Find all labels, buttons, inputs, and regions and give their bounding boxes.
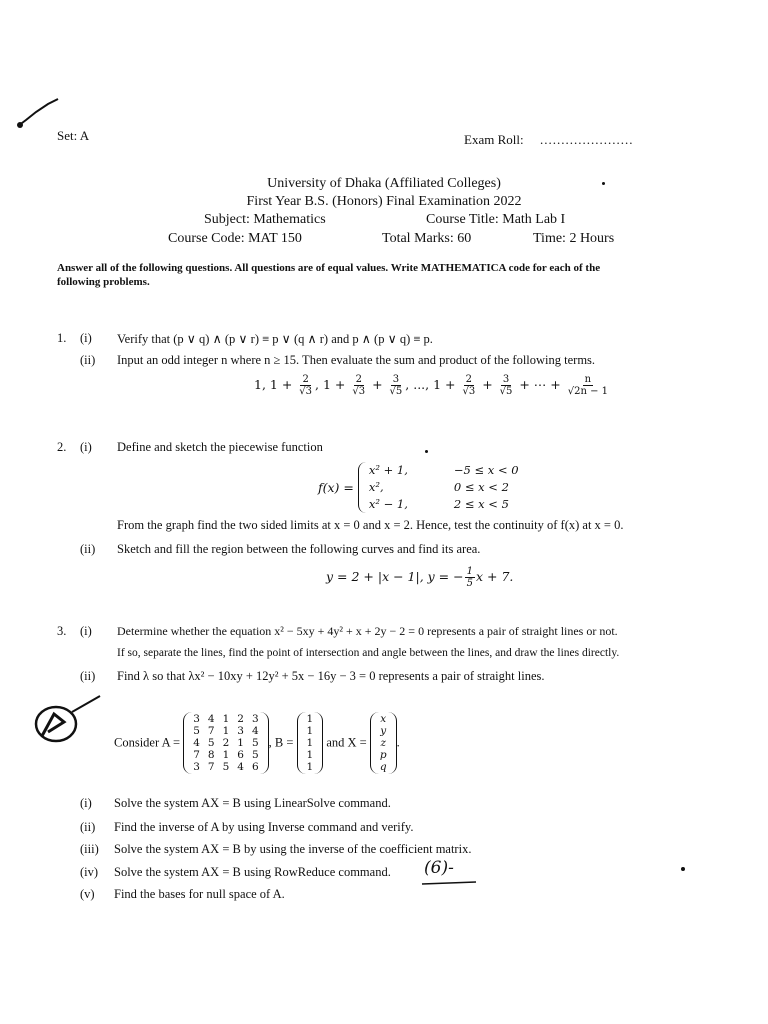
matrix-b-cell: 1 xyxy=(306,737,314,749)
matrix-a-cell: 5 xyxy=(251,749,259,761)
frac-1-over-5: $\frac{1}{5}$ xyxy=(466,566,473,589)
q4-item-label: (iii) xyxy=(80,842,99,856)
q1-part1-text: Verify that (p ∨ q) ∧ (p ∨ r) ≡ p ∨ (q ∧ r) and p ∧ (p ∨ q) ≡ p. xyxy=(117,332,433,346)
matrix-x-cell: y xyxy=(380,725,387,737)
matrix-a-row xyxy=(189,737,262,749)
dot-mark xyxy=(602,182,605,185)
matrix-x-row xyxy=(376,737,391,749)
q4-matrices: Consider A = 3 4 1 2 3 5 7 1 3 4 4 5 2 1 5 7 8 1 6 5 3 7 5 4 6 , B = 1 1 1 1 1 and X = x y z p q . xyxy=(114,713,400,773)
matrix-a-cell: 5 xyxy=(193,725,200,737)
set-label: Set: A xyxy=(57,128,90,143)
piecewise-cases xyxy=(358,462,525,513)
q2-part1-label: (i) xyxy=(80,440,92,454)
time-allowed: Time: 2 Hours xyxy=(533,231,615,246)
q4-item-label: (v) xyxy=(80,887,95,901)
matrix-a-cell: 1 xyxy=(222,725,230,737)
series-dots: , ..., 1 + xyxy=(405,377,456,392)
q1-number: 1. xyxy=(57,331,67,345)
matrix-a-cell: 1 xyxy=(222,713,230,725)
matrix-a-cell: 6 xyxy=(237,749,244,761)
series-mid: 1 + xyxy=(323,377,346,392)
matrix-a-cell: 6 xyxy=(251,761,259,773)
exam-roll-field: ...................... xyxy=(540,132,634,147)
matrix-a-cell: 5 xyxy=(222,761,230,773)
q3-part1-label: (i) xyxy=(80,624,92,638)
matrix-b-row xyxy=(303,737,318,749)
q2-curves: y = 2 + |x − 1|, y = − $\frac{1}{5}$ x + 7. xyxy=(326,566,514,589)
matrix-a-cell: 4 xyxy=(237,761,244,773)
matrix-x-row xyxy=(376,713,391,725)
handwritten-circled-4 xyxy=(24,692,106,750)
q3-part2-text: Find λ so that λx² − 10xy + 12y² + 5x − 16y − 3 = 0 represents a pair of straight lines. xyxy=(117,669,545,683)
matrix-a-cell: 1 xyxy=(237,737,244,749)
matrix-a xyxy=(183,712,268,774)
subject: Subject: Mathematics xyxy=(204,212,326,227)
course-code: Course Code: MAT 150 xyxy=(168,231,302,246)
frac-2-over-sqrt3-b: $\frac{2}{√3}$ xyxy=(352,374,366,397)
q4-item-text: Find the inverse of A by using Inverse command and verify. xyxy=(114,820,414,834)
q4-item-text: Solve the system AX = B using RowReduce command. xyxy=(114,865,391,879)
b-label: , B = xyxy=(268,735,294,750)
matrix-a-cell: 4 xyxy=(193,737,200,749)
matrix-a-row xyxy=(189,725,262,737)
matrix-a-row xyxy=(189,761,262,773)
matrix-a-cell: 4 xyxy=(251,725,259,737)
matrix-b-cell: 1 xyxy=(306,749,314,761)
q3-part1-line1: Determine whether the equation x² − 5xy + 4y² + x + 2y − 2 = 0 represents a pair of straight lines or not. xyxy=(117,624,618,638)
instructions-line-1: Answer all of the following questions. All questions are of equal values. Write MATHEMATICA code for each of the xyxy=(57,262,601,274)
pen-tick-mark xyxy=(14,96,64,132)
frac-3-over-sqrt5: $\frac{3}{√5}$ xyxy=(389,374,403,397)
matrix-a-cell: 5 xyxy=(251,737,259,749)
course-title: Course Title: Math Lab I xyxy=(426,212,566,227)
frac-2-over-sqrt3: $\frac{2}{√3}$ xyxy=(299,374,313,397)
matrix-a-cell: 5 xyxy=(207,737,215,749)
q2-part1-text: Define and sketch the piecewise function xyxy=(117,440,323,454)
matrix-b-cell: 1 xyxy=(306,713,314,725)
handwritten-marks: (6)- xyxy=(424,858,454,878)
piece-row: x² − 1, 2 ≤ x < 5 xyxy=(368,497,509,511)
q1-part2-label: (ii) xyxy=(80,353,96,367)
piece-row: x² + 1, −5 ≤ x < 0 xyxy=(368,463,519,477)
q3-part2-label: (ii) xyxy=(80,669,96,683)
piece-row: x², 0 ≤ x < 2 xyxy=(368,480,509,494)
matrix-a-cell: 7 xyxy=(207,761,215,773)
matrix-b-cell: 1 xyxy=(306,761,314,773)
matrix-x-cell: x xyxy=(380,713,387,725)
q4-item-text: Solve the system AX = B by using the inverse of the coefficient matrix. xyxy=(114,842,472,856)
instructions-line-2: following problems. xyxy=(57,276,150,288)
q3-number: 3. xyxy=(57,624,67,638)
q4-item-label: (iv) xyxy=(80,865,99,879)
matrix-a-row xyxy=(189,713,262,725)
underline-scribble xyxy=(420,878,480,888)
matrix-a-cell: 3 xyxy=(237,725,244,737)
matrix-a-cell: 2 xyxy=(222,737,230,749)
exam-roll-label: Exam Roll: xyxy=(464,132,524,147)
series-start: 1, 1 + xyxy=(254,377,293,392)
matrix-b-row xyxy=(303,749,318,761)
matrix-a-cell: 3 xyxy=(251,713,259,725)
series-end: + ⋯ + xyxy=(519,377,561,392)
q2-number: 2. xyxy=(57,440,67,454)
matrix-b-row xyxy=(303,725,318,737)
matrix-a-cell: 7 xyxy=(193,749,200,761)
matrix-b-cell: 1 xyxy=(306,725,314,737)
q4-item-label: (i) xyxy=(80,796,92,810)
x-label: and X = xyxy=(326,735,367,750)
matrix-b-row xyxy=(303,761,318,773)
frac-2-over-sqrt3-c: $\frac{2}{√3}$ xyxy=(462,374,476,397)
matrix-x-row xyxy=(376,725,391,737)
q2-part2-text: Sketch and fill the region between the following curves and find its area. xyxy=(117,542,481,556)
q1-series: 1, 1 + $\frac{2}{√3}$ , 1 + $\frac{2}{√3}$ + $\frac{3}{√5}$ , ..., 1 + $\frac{2}{√3}$ + $\frac{3}{√5}$ + ⋯ + $\frac{n}{√2n - 1}$ xyxy=(254,374,609,397)
q2-limits-text: From the graph find the two sided limits at x = 0 and x = 2. Hence, test the continuity of f(x) at x = 0. xyxy=(117,518,624,532)
matrix-a-cell: 4 xyxy=(207,713,215,725)
matrix-a-cell: 8 xyxy=(207,749,215,761)
matrix-x-cell: p xyxy=(379,749,387,761)
matrix-x-cell: q xyxy=(379,761,387,773)
matrix-b-row xyxy=(303,713,318,725)
piecewise-function xyxy=(318,462,525,513)
matrix-x-cell: z xyxy=(380,737,386,749)
matrix-a-cell: 3 xyxy=(193,713,200,725)
q2-part2-label: (ii) xyxy=(80,542,96,556)
matrix-a-cell: 7 xyxy=(207,725,215,737)
matrix-a-cell: 2 xyxy=(237,713,244,725)
q3-part1-line2: If so, separate the lines, find the point of intersection and angle between the lines, and draw the lines directly. xyxy=(117,647,620,659)
consider-label: Consider A = xyxy=(114,735,181,750)
matrix-x-row xyxy=(376,749,391,761)
q1-part1-label: (i) xyxy=(80,331,92,345)
exam-title: First Year B.S. (Honors) Final Examination 2022 xyxy=(246,194,522,209)
frac-3-over-sqrt5-b: $\frac{3}{√5}$ xyxy=(499,374,513,397)
f-label: f(x) = xyxy=(318,480,354,495)
dot-mark-3 xyxy=(681,867,685,871)
q4-item-text: Find the bases for null space of A. xyxy=(114,887,285,901)
matrix-x xyxy=(370,712,397,774)
q1-part2-text: Input an odd integer n where n ≥ 15. Then evaluate the sum and product of the following terms. xyxy=(117,353,596,367)
matrix-a-row xyxy=(189,749,262,761)
q4-item-label: (ii) xyxy=(80,820,96,834)
university-title: University of Dhaka (Affiliated Colleges) xyxy=(267,176,501,191)
frac-n-over-sqrt2n1: $\frac{n}{√2n - 1}$ xyxy=(567,374,609,397)
matrix-x-row xyxy=(376,761,391,773)
matrix-a-cell: 1 xyxy=(222,749,230,761)
total-marks: Total Marks: 60 xyxy=(382,231,472,246)
matrix-a-cell: 3 xyxy=(193,761,200,773)
q4-item-text: Solve the system AX = B using LinearSolve command. xyxy=(114,796,391,810)
matrix-b xyxy=(297,712,324,774)
dot-mark-2 xyxy=(425,450,428,453)
